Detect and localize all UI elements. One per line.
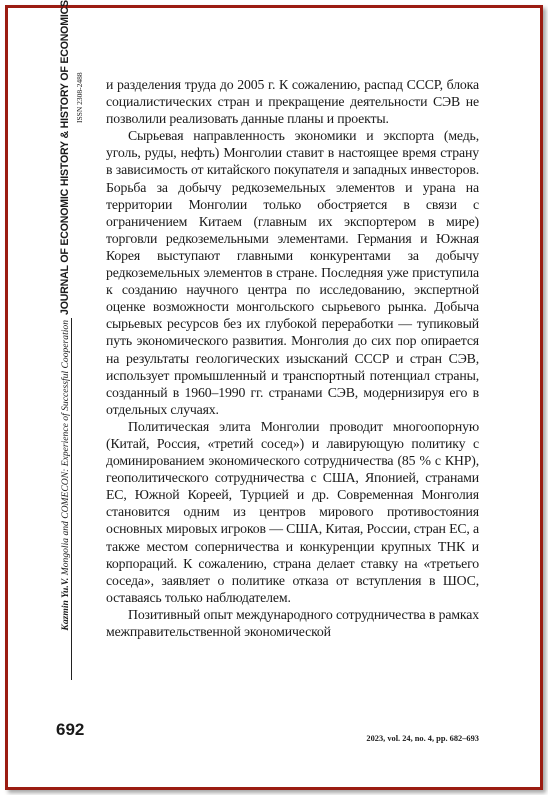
paragraph: и разделения труда до 2005 г. К сожалению, распад СССР, блока социалистических стран и прекращение деятельности СЭВ не позволили реализовать данные планы и проекты. — [106, 77, 479, 127]
page-number: 692 — [56, 720, 85, 739]
paragraph: Политическая элита Монголии проводит многоопорную (Китай, Россия, «третий сосед») и лавирующую политику с доминированием экономического сотрудничества (85 % с КНР), геополитического сотрудничества с США, Японией, странами ЕС, Южной Кореей, Турцией и др. Современная Монголия становится одним из центров мирового противостояния основных мировых игроков — США, Китая, России, стран ЕС, а также местом соперничества и конкуренции крупных ТНК и корпораций. К сожалению, страна делает ставку на «третьего соседа», заявляет о политике отказа от вступления в ШОС, оставаясь только наблюдателем. — [106, 418, 479, 605]
running-head-author: Kazmin Yu.V. — [60, 577, 71, 631]
journal-title-vertical — [57, 0, 73, 315]
running-head — [60, 320, 84, 712]
issn: ISSN 2308-2488 — [75, 72, 84, 123]
journal-title: JOURNAL OF ECONOMIC HISTORY & HISTORY OF ECONOMICS — [59, 0, 71, 315]
issn-vertical — [75, 63, 85, 123]
paragraph: Позитивный опыт международного сотрудничества в рамках межправительственной экономической — [106, 606, 479, 639]
running-head-article-title: Mongolia and COMECON: Experience of Successful Cooperation — [60, 320, 71, 576]
running-head-vertical — [60, 320, 84, 712]
issue-reference: 2023, vol. 24, no. 4, pp. 682–693 — [366, 734, 479, 743]
body-text — [106, 76, 479, 640]
paragraph: Сырьевая направленность экономики и экспорта (медь, уголь, руды, нефть) Монголии ставит в настоящее время страну в зависимость от китайского покупателя и западных инвесторов. Борьба за добычу редкоземельных элементов и урана на территории Монголии только обостряется в связи с ограничением Китаем (главным их экспортером в мире) торговли редкоземельными элементами. Германия и Южная Корея выступают главными конкурентами за добычу редкоземельных элементов в стране. Последняя уже приступила к созданию научного центра по исследованию, экспертной оценке возможности монгольского сырьевого рынка. Добыча сырьевых ресурсов без их глубокой переработки — тупиковый путь экономического развития. Монголия до сих пор опирается на результаты геологических изысканий СССР и стран СЭВ, использует промышленный и транспортный потенциал страны, созданный в 1960–1990 гг. странами СЭВ, модернизируя его в отдельных случаях. — [106, 128, 479, 417]
